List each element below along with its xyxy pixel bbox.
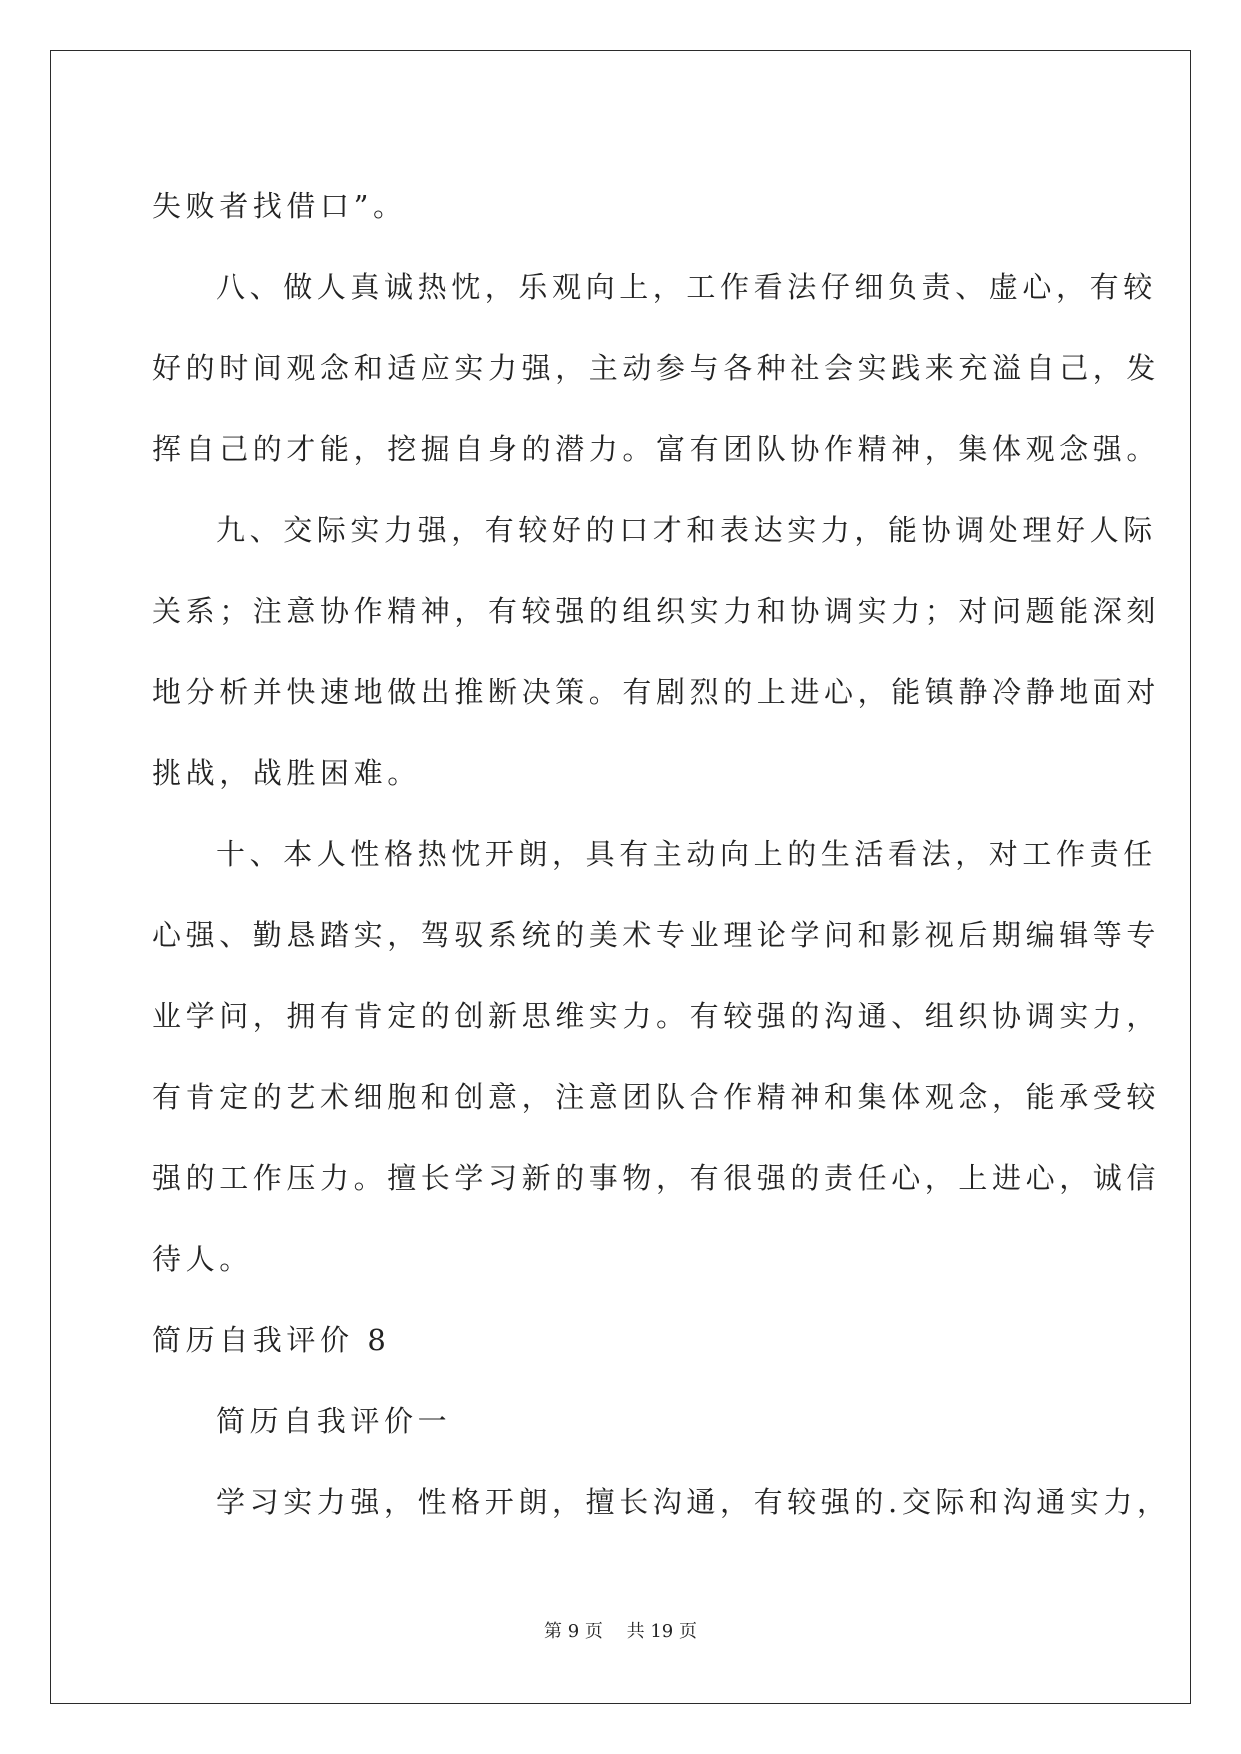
text-line: 待人。 [152, 1242, 253, 1276]
document-body [152, 166, 1171, 1543]
text-line: 八、做人真诚热忱，乐观向上，工作看法仔细负责、虚心，有较 [216, 270, 1157, 304]
text-line: 关系；注意协作精神，有较强的组织实力和协调实力；对问题能深刻 [152, 594, 1161, 628]
text-line: 挑战，战胜困难。 [152, 756, 421, 790]
text-line: 学习实力强，性格开朗，擅长沟通，有较强的.交际和沟通实力， [216, 1485, 1171, 1519]
text-line: 十、本人性格热忱开朗，具有主动向上的生活看法，对工作责任 [216, 837, 1157, 871]
section-heading: 简历自我评价 8 [152, 1323, 391, 1357]
text-line: 好的时间观念和适应实力强，主动参与各种社会实践来充溢自己，发 [152, 351, 1161, 385]
text-line: 有肯定的艺术细胞和创意，注意团队合作精神和集体观念，能承受较 [152, 1080, 1161, 1114]
text-line: 心强、勤恳踏实，驾驭系统的美术专业理论学问和影视后期编辑等专 [152, 918, 1161, 952]
page-number: 第 9 页 共 19 页 [544, 1621, 697, 1642]
text-line: 九、交际实力强，有较好的口才和表达实力，能协调处理好人际 [216, 513, 1157, 547]
text-line: 强的工作压力。擅长学习新的事物，有很强的责任心，上进心，诚信 [152, 1161, 1161, 1195]
text-line: 业学问，拥有肯定的创新思维实力。有较强的沟通、组织协调实力， [152, 999, 1161, 1033]
text-line: 失败者找借口”。 [152, 189, 407, 223]
subsection-heading: 简历自我评价一 [216, 1404, 452, 1438]
text-line: 地分析并快速地做出推断决策。有剧烈的上进心，能镇静冷静地面对 [152, 675, 1161, 709]
text-line: 挥自己的才能，挖掘自身的潜力。富有团队协作精神，集体观念强。 [152, 432, 1161, 466]
